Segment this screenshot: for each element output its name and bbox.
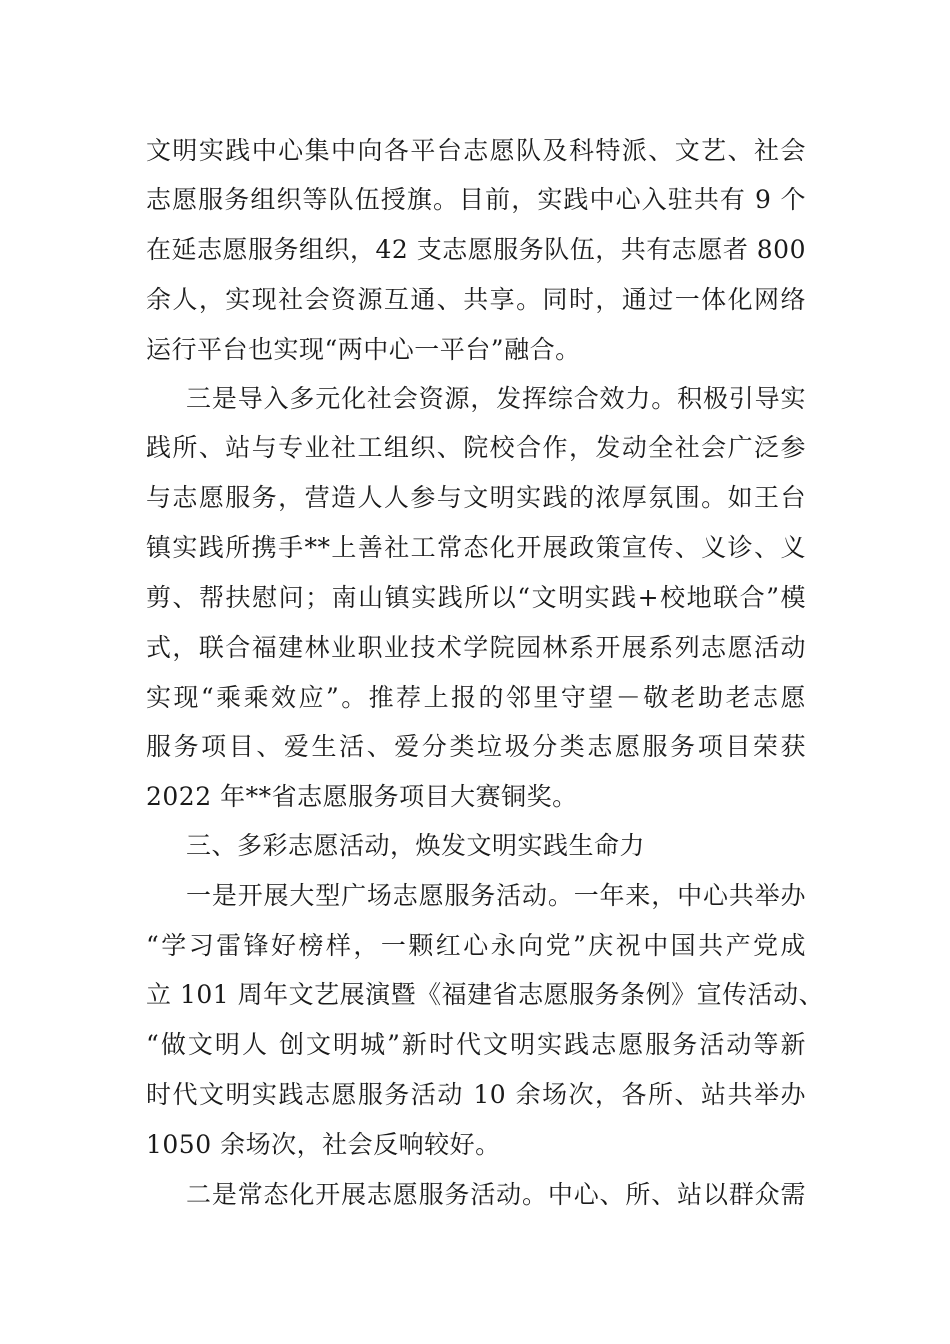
text-line-7: 践所、站与专业社工组织、院校合作，发动全社会广泛参: [146, 433, 806, 462]
paragraph-start-line: 一是开展大型广场志愿服务活动。一年来，中心共举办: [186, 881, 806, 910]
text-line-3: 在延志愿服务组织，42 支志愿服务队伍，共有志愿者 800: [146, 235, 806, 264]
text-line-11: 式，联合福建林业职业技术学院园林系开展系列志愿活动: [146, 633, 806, 662]
text-line-9: 镇实践所携手**上善社工常态化开展政策宣传、义诊、义: [146, 533, 806, 562]
section-heading: 三、多彩志愿活动，焕发文明实践生命力: [186, 831, 646, 860]
text-line-10: 剪、帮扶慰问；南山镇实践所以“文明实践+校地联合”模: [146, 583, 806, 612]
paragraph-start-line: 三是导入多元化社会资源，发挥综合效力。积极引导实: [186, 384, 806, 413]
text-line-18: 立 101 周年文艺展演暨《福建省志愿服务条例》宣传活动、: [146, 980, 825, 1009]
text-line-1: 文明实践中心集中向各平台志愿队及科特派、文艺、社会: [146, 136, 806, 165]
text-line-12: 实现“乘乘效应”。推荐上报的邻里守望－敬老助老志愿: [146, 683, 806, 712]
text-line-21: 1050 余场次，社会反响较好。: [146, 1130, 501, 1159]
text-line-19: “做文明人 创文明城”新时代文明实践志愿服务活动等新: [146, 1030, 806, 1059]
text-line-8: 与志愿服务，营造人人参与文明实践的浓厚氛围。如王台: [146, 483, 806, 512]
text-line-20: 时代文明实践志愿服务活动 10 余场次，各所、站共举办: [146, 1080, 806, 1109]
text-line-13: 服务项目、爱生活、爱分类垃圾分类志愿服务项目荣获: [146, 732, 806, 761]
text-line-17: “学习雷锋好榜样，一颗红心永向党”庆祝中国共产党成: [146, 931, 806, 960]
text-line-2: 志愿服务组织等队伍授旗。目前，实践中心入驻共有 9 个: [146, 185, 806, 214]
paragraph-start-line: 二是常态化开展志愿服务活动。中心、所、站以群众需: [186, 1180, 806, 1209]
text-line-4: 余人，实现社会资源互通、共享。同时，通过一体化网络: [146, 285, 806, 314]
text-line-14: 2022 年**省志愿服务项目大赛铜奖。: [146, 782, 578, 811]
text-line-5: 运行平台也实现“两中心一平台”融合。: [146, 335, 581, 364]
